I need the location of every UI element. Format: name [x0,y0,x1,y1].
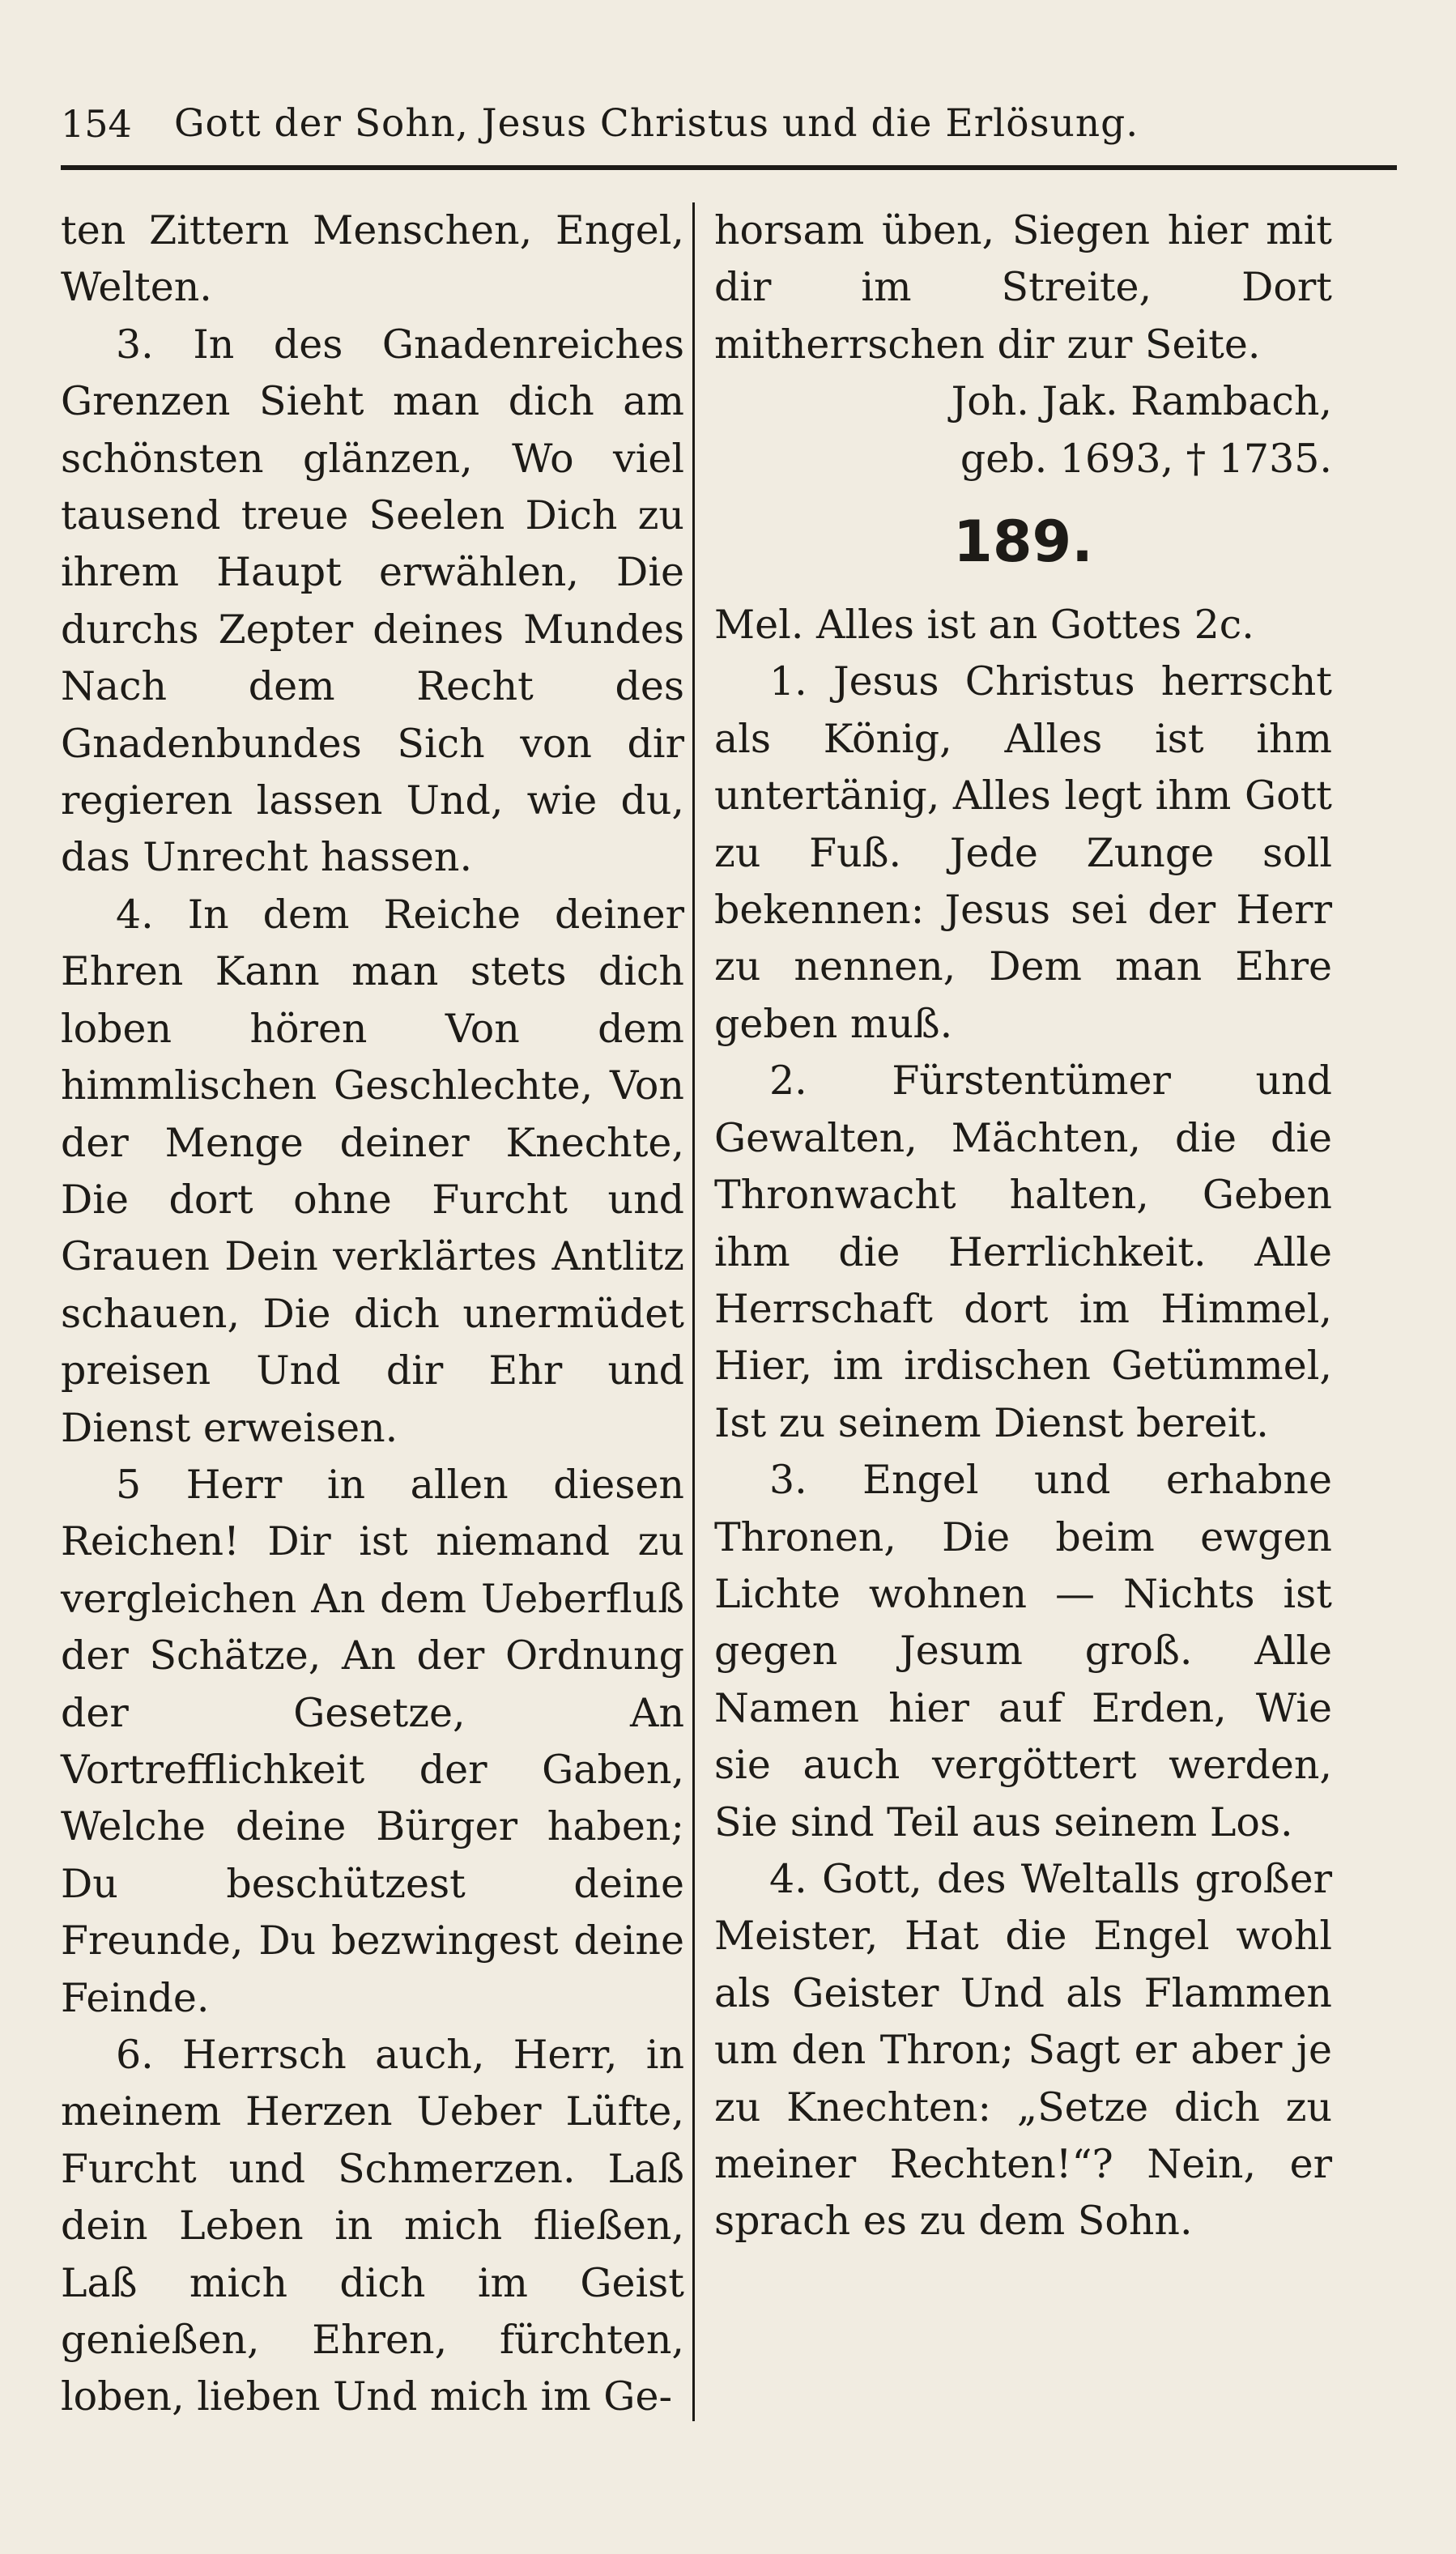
column-divider [692,202,695,2421]
left-column [61,202,684,2426]
melody-line: Mel. Alles ist an Gottes 2c. [714,602,1254,649]
verse-4: 4. In dem Reiche deiner Ehren Kann man stets dich loben hören Von dem himmlischen Geschlechte, Von der Menge deiner Knechte, Die dort ohne Furcht und Grauen Dein verklärtes Antlitz schauen, Die dich unermüdet preisen Und dir Ehr und Dienst erweisen. [61,891,684,1451]
hymn-verse-3: 3. Engel und erhabne Thronen, Die beim ewgen Lichte wohnen — Nichts ist gegen Jesum groß. Alle Namen hier auf Erden, Wie sie auch vergöttert werden, Sie sind Teil aus seinem Los. [714,1457,1332,1845]
page-header [61,96,1397,160]
hymn-verse-2: 2. Fürstentümer und Gewalten, Mächten, die die Thronwacht halten, Geben ihm die Herrlichkeit. Alle Herrschaft dort im Himmel, Hier, im irdischen Getümmel, Ist zu seinem Dienst bereit. [714,1058,1332,1446]
author-line: Joh. Jak. Rambach, [951,378,1332,425]
hymn-number: 189. [953,509,1093,576]
author-dates: geb. 1693, † 1735. [960,435,1332,482]
hymn-verse-1: 1. Jesus Christus herrscht als König, Alles ist ihm untertänig, Alles legt ihm Gott zu Fuß. Jede Zunge soll bekennen: Jesus sei der Herr zu nennen, Dem man Ehre geben muß. [714,658,1332,1047]
running-title: Gott der Sohn, Jesus Christus und die Erlösung. [174,101,1139,146]
verse-3: 3. In des Gnadenreiches Grenzen Sieht man dich am schönsten glänzen, Wo viel tausend treue Seelen Dich zu ihrem Haupt erwählen, Die durchs Zepter deines Mundes Nach dem Recht des Gnadenbundes Sich von dir regieren lassen Und, wie du, das Unrecht hassen. [61,321,684,881]
verse-continuation: ten Zittern Menschen, Engel, Welten. [61,207,684,311]
verse-continuation: horsam üben, Siegen hier mit dir im Streite, Dort mitherrschen dir zur Seite. [714,207,1332,368]
verse-5: 5 Herr in allen diesen Reichen! Dir ist niemand zu vergleichen An dem Ueberfluß der Schätze, An der Ordnung der Gesetze, An Vortrefflichkeit der Gaben, Welche deine Bürger haben; Du beschützest deine Freunde, Du bezwingest deine Feinde. [61,1461,684,2021]
header-rule [61,165,1397,170]
right-column [714,202,1332,2250]
hymn-verse-4: 4. Gott, des Weltalls großer Meister, Hat die Engel wohl als Geister Und als Flammen um den Thron; Sagt er aber je zu Knechten: „Setze dich zu meiner Rechten!“? Nein, er sprach es zu dem Sohn. [714,1855,1332,2245]
page-number: 154 [61,102,132,146]
verse-6: 6. Herrsch auch, Herr, in meinem Herzen Ueber Lüfte, Furcht und Schmerzen. Laß dein Leben in mich fließen, Laß mich dich im Geist genießen, Ehren, fürchten, loben, lieben Und mich im Ge- [61,2032,684,2420]
